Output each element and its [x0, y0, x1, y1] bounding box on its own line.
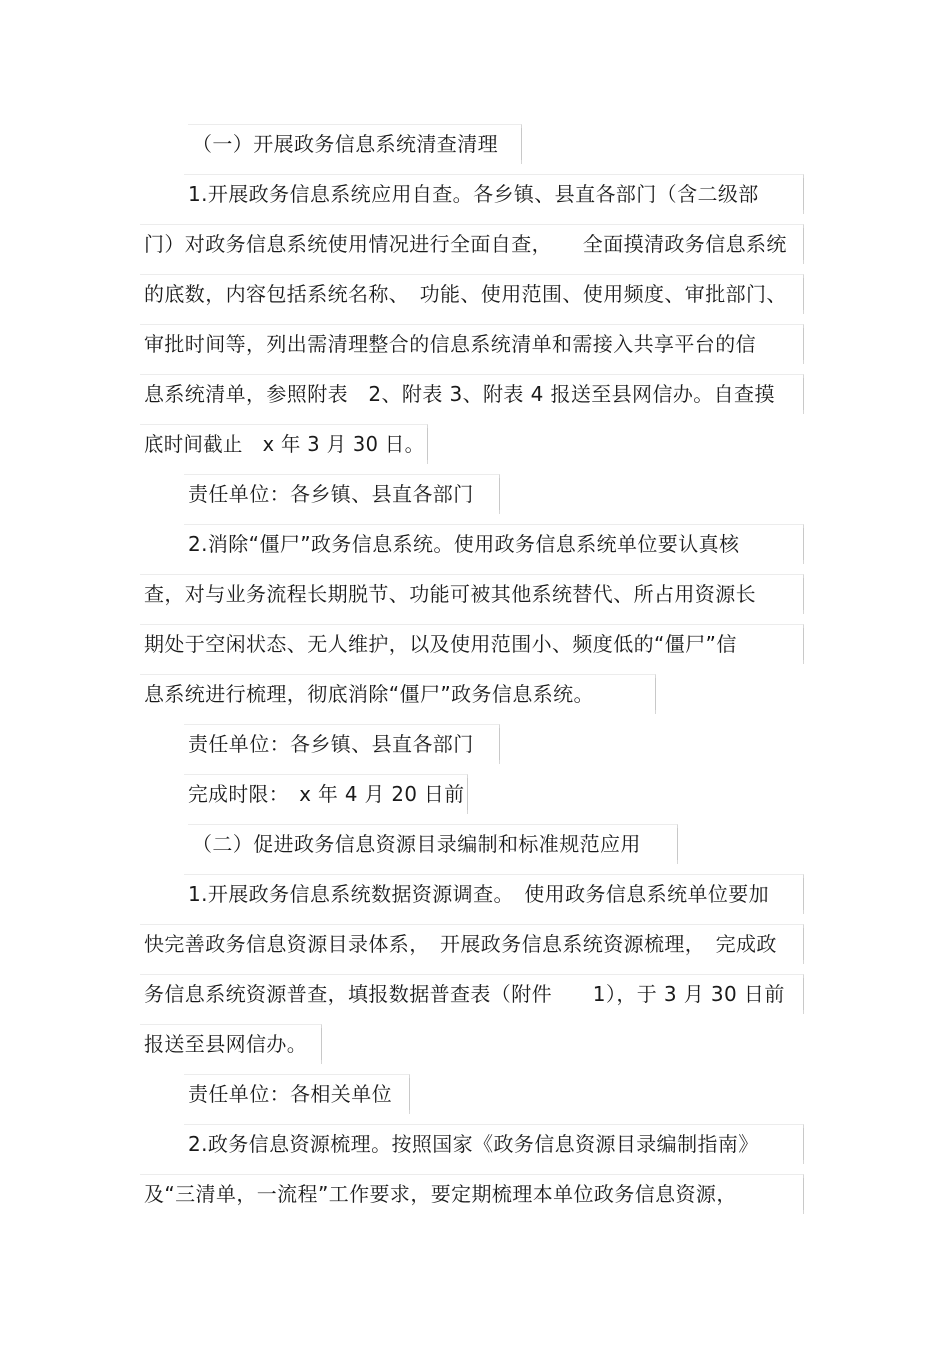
- paragraph-line: 报送至县网信办。: [144, 1024, 322, 1064]
- paragraph-line: 2.政务信息资源梳理。按照国家《政务信息资源目录编制指南》: [188, 1124, 804, 1164]
- section-heading-1: （一）开展政务信息系统清查清理: [192, 124, 522, 164]
- paragraph-line: 2.消除“僵尸”政务信息系统。使用政务信息系统单位要认真核: [188, 524, 804, 564]
- paragraph-line: 门）对政务信息系统使用情况进行全面自查， 全面摸清政务信息系统: [144, 224, 804, 264]
- responsible-unit: 责任单位：各相关单位: [188, 1074, 410, 1114]
- paragraph-line: 务信息系统资源普查，填报数据普查表（附件 1），于 3 月 30 日前: [144, 974, 804, 1014]
- paragraph-line: 息系统进行梳理，彻底消除“僵尸”政务信息系统。: [144, 674, 656, 714]
- paragraph-line: 审批时间等，列出需清理整合的信息系统清单和需接入共享平台的信: [144, 324, 804, 364]
- paragraph-line: 期处于空闲状态、无人维护，以及使用范围小、频度低的“僵尸”信: [144, 624, 804, 664]
- responsible-unit: 责任单位：各乡镇、县直各部门: [188, 724, 500, 764]
- responsible-unit: 责任单位：各乡镇、县直各部门: [188, 474, 500, 514]
- paragraph-line: 1.开展政务信息系统应用自查。各乡镇、县直各部门（含二级部: [188, 174, 804, 214]
- paragraph-line: 的底数，内容包括系统名称、 功能、使用范围、使用频度、审批部门、: [144, 274, 804, 314]
- section-heading-2: （二）促进政务信息资源目录编制和标准规范应用: [192, 824, 678, 864]
- paragraph-line: 快完善政务信息资源目录体系， 开展政务信息系统资源梳理， 完成政: [144, 924, 804, 964]
- deadline: 完成时限： x 年 4 月 20 日前: [188, 774, 468, 814]
- paragraph-line: 底时间截止 x 年 3 月 30 日。: [144, 424, 428, 464]
- paragraph-line: 查，对与业务流程长期脱节、功能可被其他系统替代、所占用资源长: [144, 574, 804, 614]
- paragraph-line: 及“三清单，一流程”工作要求，要定期梳理本单位政务信息资源，: [144, 1174, 804, 1214]
- paragraph-line: 1.开展政务信息系统数据资源调查。 使用政务信息系统单位要加: [188, 874, 804, 914]
- paragraph-line: 息系统清单，参照附表 2、附表 3、附表 4 报送至县网信办。自查摸: [144, 374, 804, 414]
